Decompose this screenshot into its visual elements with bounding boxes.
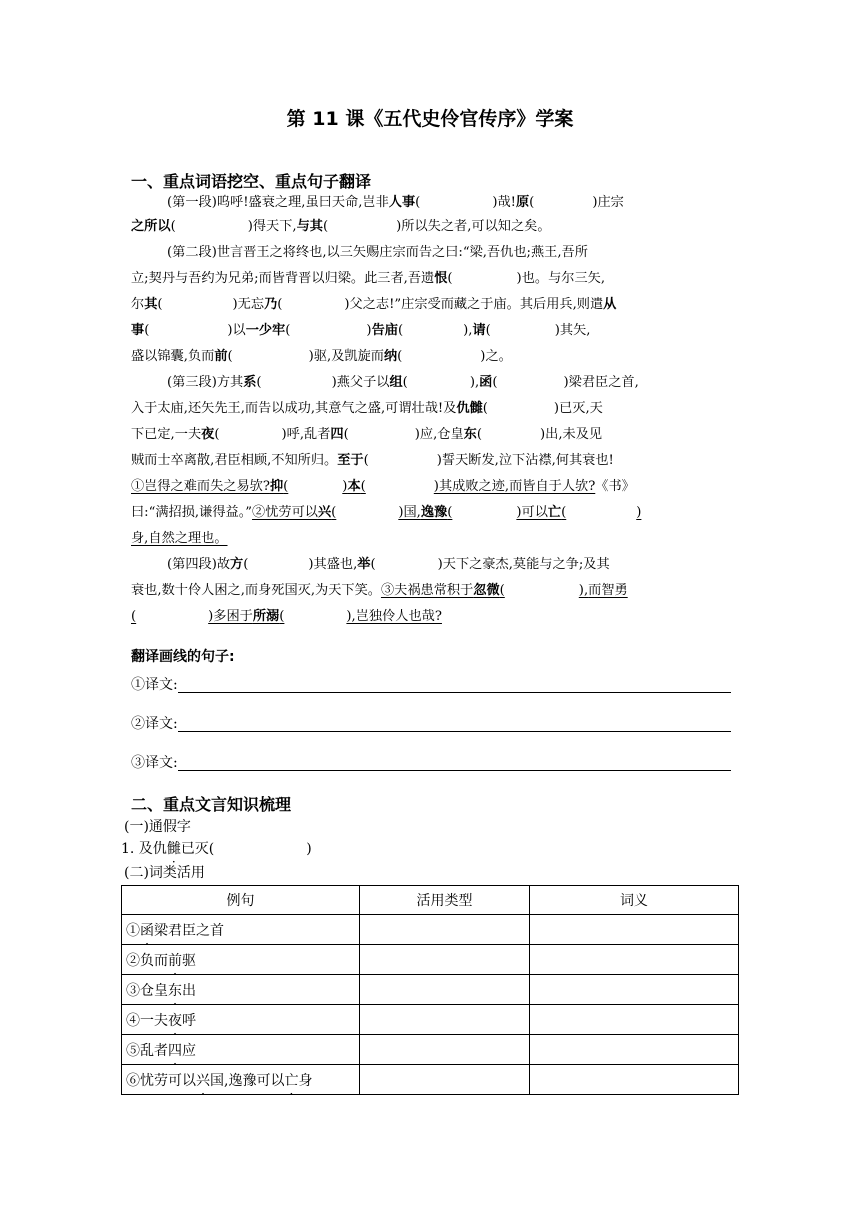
table-row bbox=[122, 1065, 739, 1095]
table-cell-meaning[interactable] bbox=[530, 975, 739, 1005]
table-row bbox=[122, 975, 739, 1005]
table-row bbox=[122, 945, 739, 975]
translation-input-1[interactable] bbox=[178, 674, 731, 693]
table-cell-meaning[interactable] bbox=[530, 1035, 739, 1065]
huoyong-table bbox=[121, 885, 739, 1095]
table-cell-meaning[interactable] bbox=[530, 1005, 739, 1035]
table-cell-meaning[interactable] bbox=[530, 915, 739, 945]
table-cell-example: ⑥忧劳可以兴国,逸豫可以亡身 bbox=[122, 1065, 360, 1095]
table-header-row bbox=[122, 886, 739, 915]
table-row bbox=[122, 1005, 739, 1035]
table-cell-type[interactable] bbox=[360, 945, 530, 975]
p2-line3: 尔其( )无忘乃( )父之志!”庄宗受而藏之于庙。其后用兵,则遣从 bbox=[131, 297, 617, 312]
page-title: 第 11 课《五代史伶官传序》学案 bbox=[286, 108, 574, 130]
table-row bbox=[122, 915, 739, 945]
tongjia-item-1: 1. 及仇雠已灭( ) bbox=[121, 841, 312, 857]
p1-line2: 之所以( )得天下,与其( )所以失之者,可以知之矣。 bbox=[131, 219, 551, 234]
section2-heading: 二、重点文言知识梳理 bbox=[131, 795, 292, 814]
p4-line1: (第四段)故方( )其盛也,举( )天下之豪杰,莫能与之争;及其 bbox=[167, 557, 610, 572]
table-cell-meaning[interactable] bbox=[530, 945, 739, 975]
p1-line1: (第一段)呜呼!盛衰之理,虽曰天命,岂非人事( )哉!原( )庄宗 bbox=[167, 195, 624, 210]
col-header-type: 活用类型 bbox=[360, 886, 530, 915]
table-cell-example: ①函梁君臣之首 bbox=[122, 915, 360, 945]
table-cell-example: ③仓皇东出 bbox=[122, 975, 360, 1005]
p4-line3 bbox=[131, 608, 731, 626]
p3-line1: (第三段)方其系( )燕父子以组( ),函( )梁君臣之首, bbox=[167, 375, 639, 390]
table-cell-type[interactable] bbox=[360, 1005, 530, 1035]
p3-line6: 曰:“满招损,谦得益。”②忧劳可以兴( )国,逸豫( )可以亡( ) bbox=[131, 505, 642, 520]
translation-input-2[interactable] bbox=[178, 713, 731, 732]
table-cell-example: ⑤乱者四应 bbox=[122, 1035, 360, 1065]
p3-line5: ①岂得之难而失之易欤?抑( )本( )其成败之迹,而皆自于人欤?《书》 bbox=[131, 479, 635, 494]
table-cell-type[interactable] bbox=[360, 1065, 530, 1095]
p4-line2: 衰也,数十伶人困之,而身死国灭,为天下笑。③夫祸患常积于忽微( ),而智勇 bbox=[131, 583, 628, 598]
section1-heading: 一、重点词语挖空、重点句子翻译 bbox=[131, 172, 372, 191]
p3-line7: 身,自然之理也。 bbox=[131, 531, 228, 546]
huoyong-label: (二)词类活用 bbox=[124, 865, 205, 881]
translation-row-1: ①译文: bbox=[131, 674, 731, 696]
p2-line2: 立;契丹与吾约为兄弟;而皆背晋以归梁。此三者,吾遗恨( )也。与尔三矢, bbox=[131, 271, 606, 286]
underlined-sentence-1: ①岂得之难而失之易欤?抑( )本( )其成败之迹,而皆自于人欤? bbox=[131, 479, 596, 494]
table-cell-meaning[interactable] bbox=[530, 1065, 739, 1095]
p2-line4: 事( )以一少牢( )告庙( ),请( )其矢, bbox=[131, 323, 591, 338]
p2-line5: 盛以锦囊,负而前( )驱,及凯旋而纳( )之。 bbox=[131, 349, 512, 364]
tongjia-label: (一)通假字 bbox=[124, 819, 191, 835]
translate-heading: 翻译画线的句子: bbox=[131, 649, 235, 665]
p2-line1: (第二段)世言晋王之将终也,以三矢赐庄宗而告之曰:“梁,吾仇也;燕王,吾所 bbox=[167, 245, 588, 260]
table-cell-example: ④一夫夜呼 bbox=[122, 1005, 360, 1035]
table-row bbox=[122, 1035, 739, 1065]
underlined-sentence-2: ②忧劳可以兴( )国,逸豫( )可以亡( ) bbox=[252, 505, 642, 520]
p3-line2: 入于太庙,还矢先王,而告以成功,其意气之盛,可谓壮哉!及仇雠( )已灭,天 bbox=[131, 401, 603, 416]
table-cell-example: ②负而前驱 bbox=[122, 945, 360, 975]
table-cell-type[interactable] bbox=[360, 1035, 530, 1065]
col-header-meaning: 词义 bbox=[530, 886, 739, 915]
translation-input-3[interactable] bbox=[178, 752, 731, 771]
translation-row-2: ②译文: bbox=[131, 713, 731, 735]
p3-line4: 贼而士卒离散,君臣相顾,不知所归。至于( )誓天断发,泣下沾襟,何其衰也! bbox=[131, 453, 614, 468]
table-cell-type[interactable] bbox=[360, 915, 530, 945]
underlined-sentence-3a: ③夫祸患常积于忽微( ),而智勇 bbox=[380, 583, 628, 598]
underlined-sentence-3b: ( )多困于所溺( ),岂独伶人也哉? bbox=[131, 609, 442, 624]
col-header-example: 例句 bbox=[122, 886, 360, 915]
translation-row-3: ③译文: bbox=[131, 752, 731, 774]
table-cell-type[interactable] bbox=[360, 975, 530, 1005]
p3-line3: 下已定,一夫夜( )呼,乱者四( )应,仓皇东( )出,未及见 bbox=[131, 427, 603, 442]
